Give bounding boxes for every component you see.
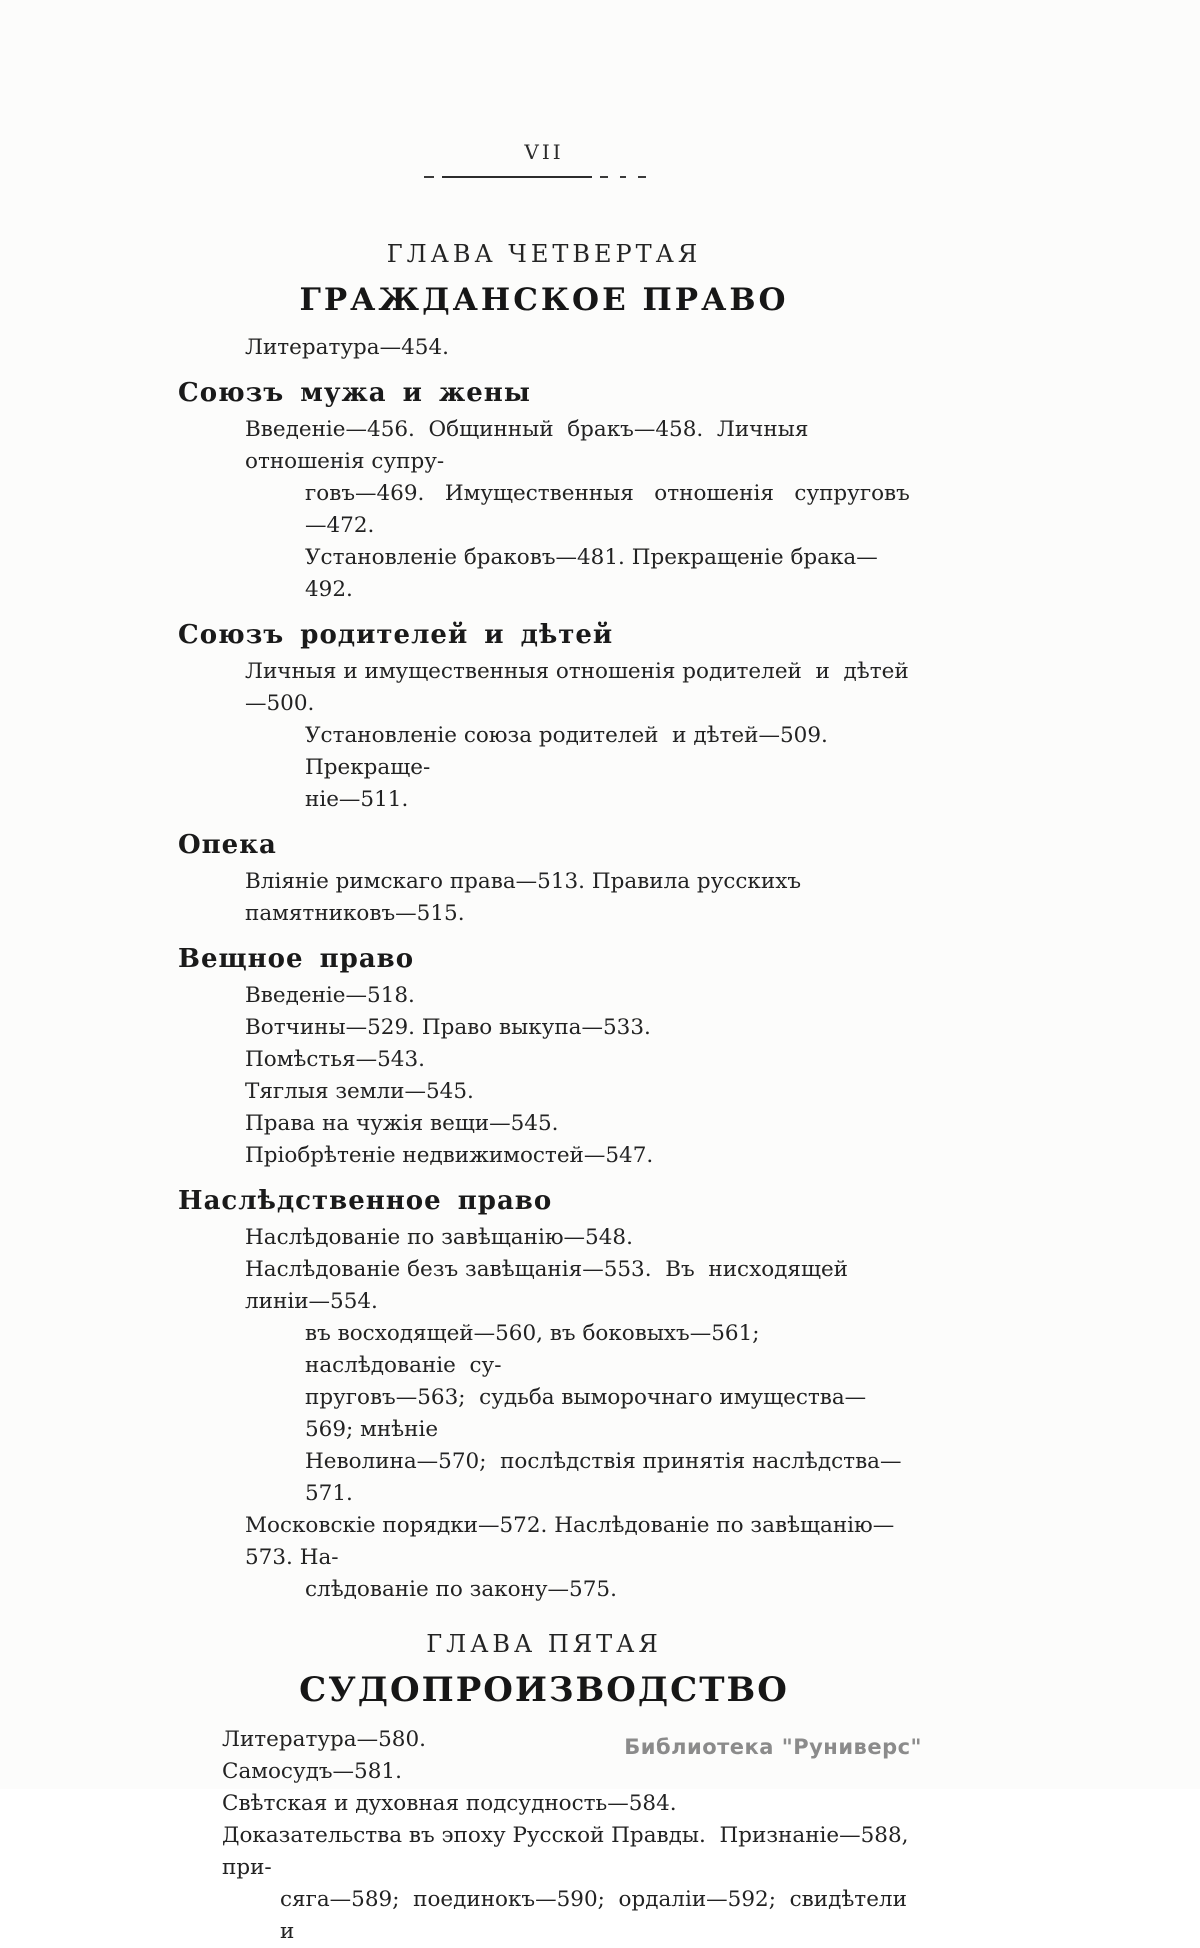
library-watermark: Библиотека "Руниверс" xyxy=(624,1735,922,1759)
toc-entry-line: ніе—511. xyxy=(305,787,409,812)
page-number: VII xyxy=(524,140,564,164)
toc-entry-line: говъ—469. Имущественныя отношенія супруговъ—472. xyxy=(305,481,910,538)
section-heading: Союзъ родителей и дѣтей xyxy=(178,620,614,650)
section-heading: Союзъ мужа и жены xyxy=(178,378,531,408)
chapter-title: СУДОПРОИЗВОДСТВО xyxy=(299,1670,789,1710)
toc-entry-line: Литература—580. xyxy=(222,1727,426,1752)
toc-entry-line: Права на чужія вещи—545. xyxy=(245,1111,559,1136)
toc-entry-line: Введеніе—456. Общинный бракъ—458. Личныя отношенія супру- xyxy=(245,417,816,474)
section-heading: Наслѣдственное право xyxy=(178,1186,553,1216)
toc-entry-line: Наслѣдованіе безъ завѣщанія—553. Въ нисходящей линіи—554. xyxy=(245,1257,862,1314)
toc-entry-line: сяга—589; поединокъ—590; ордаліи—592; свидѣтели и xyxy=(280,1887,921,1944)
toc-entry-line: пруговъ—563; судьба выморочнаго имущества—569; мнѣніе xyxy=(305,1385,867,1442)
toc-entry-line: Наслѣдованіе по завѣщанію—548. xyxy=(245,1225,633,1250)
header-rule xyxy=(424,176,664,178)
toc-entry-line: Доказательства въ эпоху Русской Правды. Признаніе—588, при- xyxy=(222,1823,916,1880)
toc-entry-line: Самосудъ—581. xyxy=(222,1759,402,1784)
chapter-title: ГРАЖДАНСКОЕ ПРАВО xyxy=(299,282,789,318)
toc-entry-line: Установленіе браковъ—481. Прекращеніе брака—492. xyxy=(305,545,878,602)
toc-entry-line: Помѣстья—543. xyxy=(245,1047,425,1072)
toc-entry-line: Литература—454. xyxy=(245,335,449,360)
chapter-kicker: ГЛАВА ПЯТАЯ xyxy=(426,1630,662,1658)
toc-entry-line: въ восходящей—560, въ боковыхъ—561; наслѣдованіе су- xyxy=(305,1321,774,1378)
section-heading: Опека xyxy=(178,830,277,860)
section-heading: Вещное право xyxy=(178,944,415,974)
toc-entry-line: Личныя и имущественныя отношенія родителей и дѣтей—500. xyxy=(245,659,909,716)
toc-entry-line: слѣдованіе по закону—575. xyxy=(305,1577,617,1602)
toc-entry-line: Свѣтская и духовная подсудность—584. xyxy=(222,1791,677,1816)
toc-entry-line: Вотчины—529. Право выкупа—533. xyxy=(245,1015,651,1040)
toc-entry-line: Пріобрѣтеніе недвижимостей—547. xyxy=(245,1143,654,1168)
toc-content xyxy=(178,240,921,1948)
toc-entry-line: Введеніе—518. xyxy=(245,983,415,1008)
page-body xyxy=(178,140,921,1948)
toc-entry-line: Установленіе союза родителей и дѣтей—509. Прекраще- xyxy=(305,723,842,780)
toc-entry-line: Вліяніе римскаго права—513. Правила русскихъ памятниковъ—515. xyxy=(245,869,808,926)
toc-entry-line: Неволина—570; послѣдствія принятія наслѣдства—571. xyxy=(305,1449,902,1506)
toc-entry-line: Тяглыя земли—545. xyxy=(245,1079,474,1104)
chapter-kicker: ГЛАВА ЧЕТВЕРТАЯ xyxy=(386,240,702,268)
toc-entry-line: Московскіе порядки—572. Наслѣдованіе по завѣщанію—573. На- xyxy=(245,1513,895,1570)
